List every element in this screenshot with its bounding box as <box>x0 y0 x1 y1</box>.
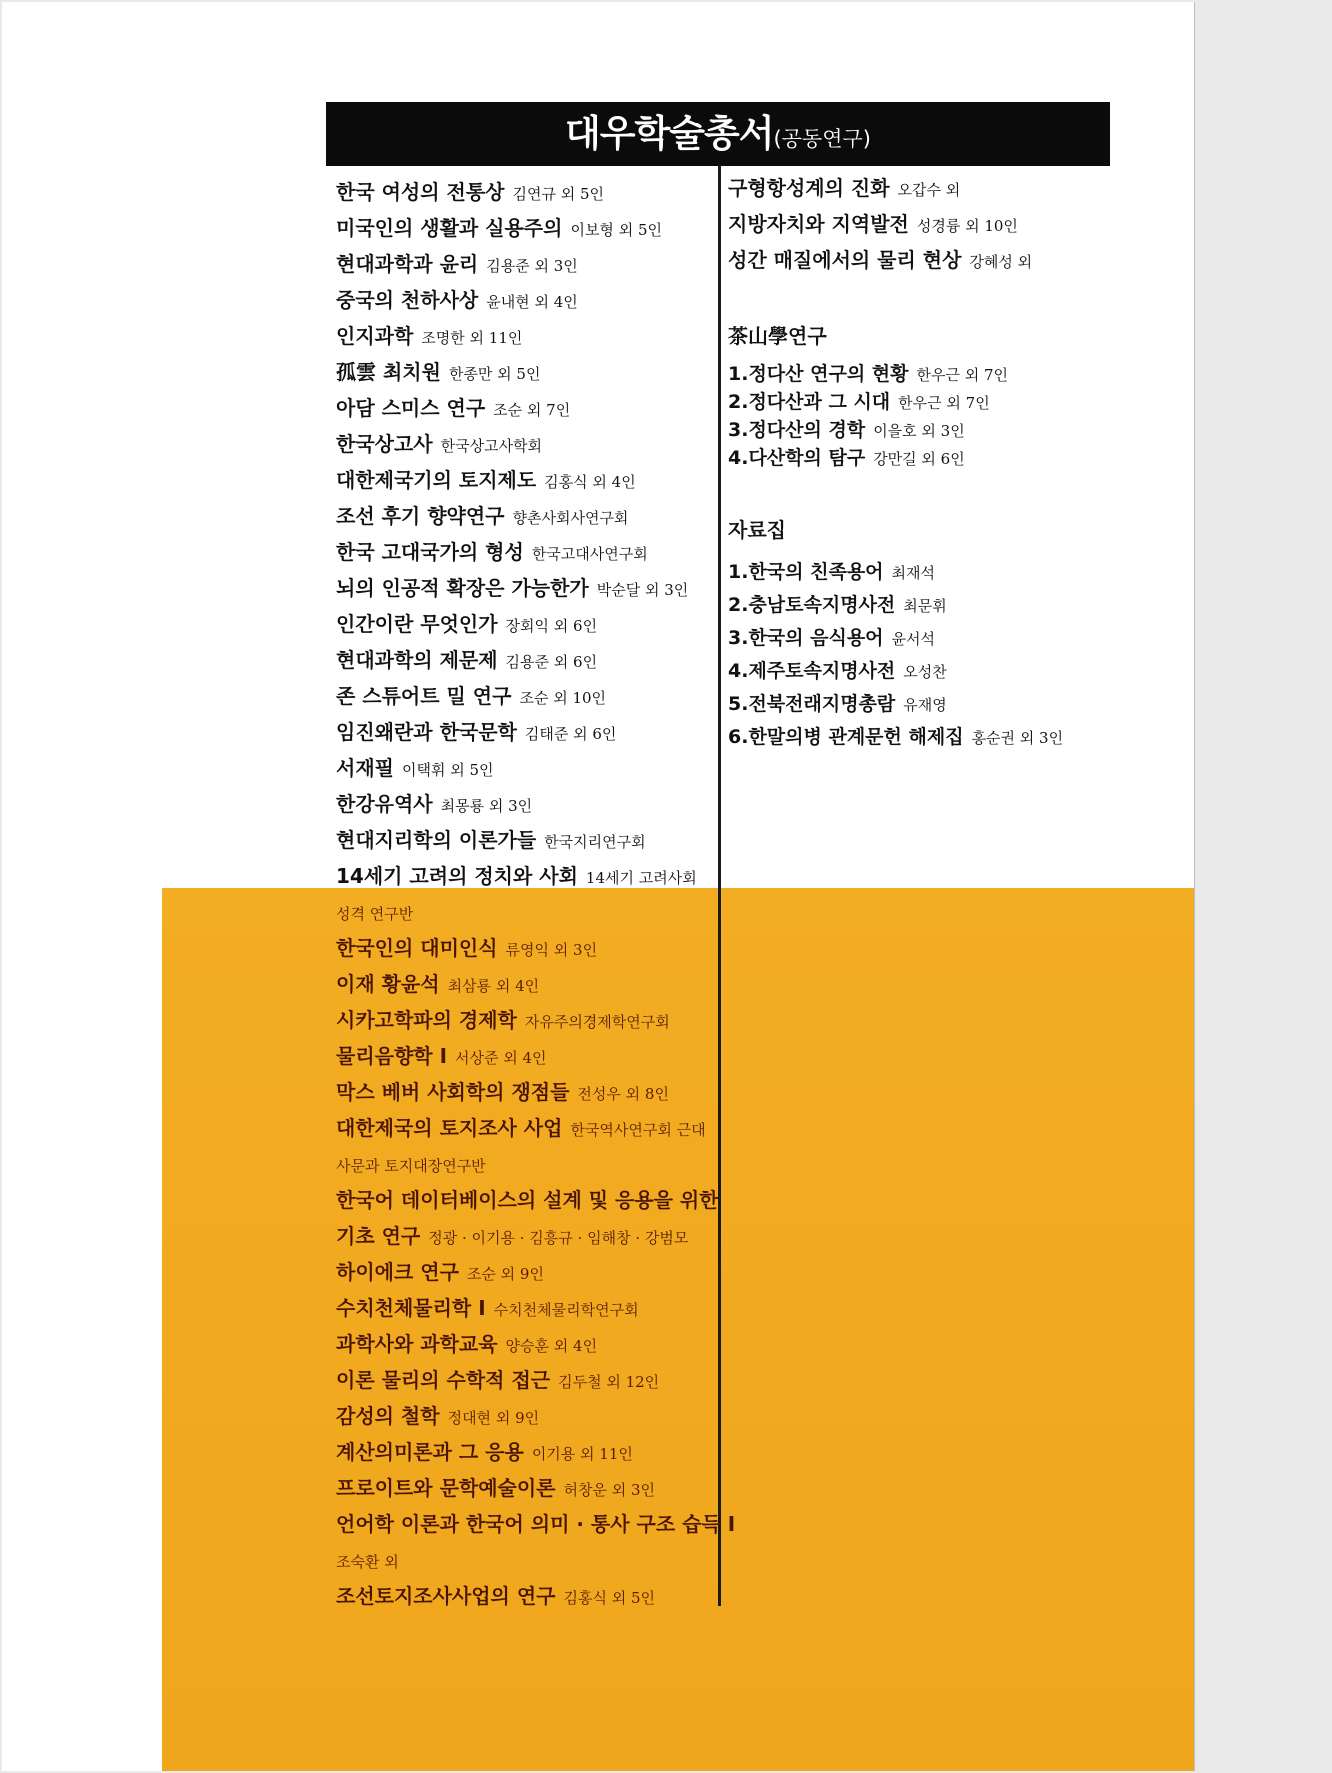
book-author: 조순 외 7인 <box>493 401 571 419</box>
book-author: 윤서석 <box>891 630 936 648</box>
book-author: 장회익 외 6인 <box>505 617 598 635</box>
book-title: 과학사와 과학교육 <box>336 1332 498 1356</box>
book-title: 2.정다산과 그 시대 <box>728 391 891 413</box>
book-author: 허창운 외 3인 <box>563 1481 656 1499</box>
book-entry <box>336 210 697 246</box>
book-title: 존 스튜어트 밀 연구 <box>336 684 512 708</box>
book-title: 孤雲 최치원 <box>336 360 441 384</box>
book-author: 오갑수 외 <box>897 181 961 199</box>
book-title: 대한제국의 토지조사 사업 <box>336 1116 563 1140</box>
book-entry <box>336 1470 743 1506</box>
dasan-book-list <box>728 360 1008 472</box>
book-entry <box>728 416 1008 444</box>
book-title: 1.정다산 연구의 현황 <box>728 363 909 385</box>
book-author: 한종만 외 5인 <box>448 365 541 383</box>
book-entry <box>336 1326 743 1362</box>
book-entry <box>336 1002 743 1038</box>
book-entry <box>336 354 697 390</box>
book-entry <box>336 966 743 1002</box>
book-title: 대한제국기의 토지제도 <box>336 468 537 492</box>
book-title: 4.제주토속지명사전 <box>728 660 896 682</box>
book-title: 3.한국의 음식용어 <box>728 627 884 649</box>
book-title: 지방자치와 지역발전 <box>728 212 909 236</box>
book-title: 4.다산학의 탐구 <box>728 447 866 469</box>
book-entry <box>336 534 697 570</box>
book-author: 조순 외 10인 <box>519 689 607 707</box>
book-title: 미국인의 생활과 실용주의 <box>336 216 563 240</box>
book-title: 현대지리학의 이론가들 <box>336 828 537 852</box>
book-title: 한강유역사 <box>336 792 433 816</box>
book-author: 강혜성 외 <box>969 253 1033 271</box>
book-entry <box>336 1398 743 1434</box>
book-author: 홍순권 외 3인 <box>971 729 1064 747</box>
book-title: 한국 고대국가의 형성 <box>336 540 524 564</box>
book-title: 중국의 천하사상 <box>336 288 479 312</box>
book-author: 김연규 외 5인 <box>512 185 605 203</box>
book-entry <box>336 750 697 786</box>
book-title: 인간이란 무엇인가 <box>336 612 498 636</box>
book-title: 현대과학과 윤리 <box>336 252 479 276</box>
book-title: 감성의 철학 <box>336 1404 440 1428</box>
book-author: 김용준 외 6인 <box>505 653 598 671</box>
book-author: 김홍식 외 4인 <box>544 473 636 491</box>
left-book-list <box>336 174 697 894</box>
book-title: 계산의미론과 그 응용 <box>336 1440 524 1464</box>
book-title: 인지과학 <box>336 324 414 348</box>
book-title: 이재 황윤석 <box>336 972 440 996</box>
book-author: 최삼룡 외 4인 <box>447 977 540 995</box>
series-header <box>326 102 1110 166</box>
book-entry <box>336 1578 743 1614</box>
book-title: 아담 스미스 연구 <box>336 396 486 420</box>
book-entry <box>336 822 697 858</box>
book-entry <box>336 1182 743 1218</box>
jaryo-book-list <box>728 556 1063 754</box>
book-author: 전성우 외 8인 <box>577 1085 669 1103</box>
book-entry <box>728 589 1063 622</box>
book-entry <box>336 498 697 534</box>
book-author: 한국상고사학회 <box>440 437 543 455</box>
book-title: 14세기 고려의 정치와 사회 <box>336 864 578 888</box>
book-entry <box>336 714 697 750</box>
book-author: 이보형 외 5인 <box>570 221 662 239</box>
book-entry <box>336 1290 743 1326</box>
book-entry <box>336 1506 743 1542</box>
book-title: 1.한국의 친족용어 <box>728 561 884 583</box>
book-title: 이론 물리의 수학적 접근 <box>336 1368 551 1392</box>
book-author: 양승훈 외 4인 <box>505 1337 598 1355</box>
right-book-list <box>728 170 1032 278</box>
book-entry <box>336 1218 743 1254</box>
dasan-section-heading: 茶山學연구 <box>728 324 827 348</box>
book-entry <box>728 360 1008 388</box>
book-author: 유재영 <box>903 696 947 714</box>
book-author: 최재석 <box>891 564 936 582</box>
book-author: 성경륭 외 10인 <box>916 217 1018 235</box>
book-entry <box>336 858 697 894</box>
book-entry <box>728 721 1063 754</box>
book-entry <box>336 1434 743 1470</box>
orange-book-list <box>336 894 743 1614</box>
book-author: 한국고대사연구회 <box>531 545 648 563</box>
book-author: 최몽룡 외 3인 <box>440 797 533 815</box>
book-author: 정광 · 이기용 · 김흥규 · 임해창 · 강범모 <box>428 1229 689 1247</box>
book-title: 뇌의 인공적 확장은 가능한가 <box>336 576 589 600</box>
series-subtitle: (공동연구) <box>773 127 871 151</box>
book-entry <box>728 622 1063 655</box>
book-title: 2.충남토속지명사전 <box>728 594 896 616</box>
book-entry <box>336 1254 743 1290</box>
book-title: 한국 여성의 전통상 <box>336 180 505 204</box>
book-entry <box>728 170 1032 206</box>
book-entry <box>728 444 1008 472</box>
book-entry <box>336 606 697 642</box>
book-author: 오성찬 <box>903 663 947 681</box>
book-author: 향촌사회사연구회 <box>512 509 629 527</box>
book-author: 윤내현 외 4인 <box>486 293 578 311</box>
book-entry <box>336 642 697 678</box>
book-author: 김두철 외 12인 <box>558 1373 660 1391</box>
book-entry <box>336 246 697 282</box>
book-entry <box>336 786 697 822</box>
book-author: 김홍식 외 5인 <box>563 1589 656 1607</box>
book-title: 임진왜란과 한국문학 <box>336 720 517 744</box>
book-title: 언어학 이론과 한국어 의미 · 통사 구조 습득 Ⅰ <box>336 1512 736 1536</box>
book-entry <box>336 174 697 210</box>
book-entry <box>336 390 697 426</box>
book-title: 한국상고사 <box>336 432 433 456</box>
book-title: 조선 후기 향약연구 <box>336 504 505 528</box>
book-entry <box>336 678 697 714</box>
book-entry <box>336 1542 743 1578</box>
book-author: 서상준 외 4인 <box>455 1049 547 1067</box>
book-author: 자유주의경제학연구회 <box>524 1013 670 1031</box>
book-entry <box>336 1362 743 1398</box>
book-author: 조숙환 외 <box>336 1553 399 1571</box>
book-author: 수치천체물리학연구회 <box>493 1301 639 1319</box>
book-author: 류영익 외 3인 <box>505 941 598 959</box>
book-author: 정대현 외 9인 <box>447 1409 540 1427</box>
book-entry <box>728 655 1063 688</box>
book-title: 물리음향학 Ⅰ <box>336 1044 448 1068</box>
book-author: 14세기 고려사회 <box>585 869 697 887</box>
book-title: 한국어 데이터베이스의 설계 및 응용을 위한 <box>336 1188 719 1212</box>
book-entry <box>336 462 697 498</box>
book-entry <box>336 1146 743 1182</box>
book-author: 이택휘 외 5인 <box>401 761 494 779</box>
book-title: 3.정다산의 경학 <box>728 419 866 441</box>
book-author: 최문휘 <box>903 597 947 615</box>
book-entry <box>728 206 1032 242</box>
book-title: 기초 연구 <box>336 1224 421 1248</box>
book-author: 한국역사연구회 근대 <box>570 1121 706 1139</box>
book-title: 막스 베버 사회학의 쟁점들 <box>336 1080 570 1104</box>
book-author: 이기용 외 11인 <box>531 1445 633 1463</box>
book-title: 6.한말의병 관계문헌 해제집 <box>728 726 964 748</box>
book-title: 수치천체물리학 Ⅰ <box>336 1296 486 1320</box>
book-entry <box>336 1038 743 1074</box>
book-title: 5.전북전래지명총람 <box>728 693 896 715</box>
book-author: 조순 외 9인 <box>466 1265 544 1283</box>
book-title: 하이에크 연구 <box>336 1260 459 1284</box>
book-title: 조선토지조사사업의 연구 <box>336 1584 556 1608</box>
book-author: 한국지리연구회 <box>544 833 646 851</box>
book-author: 김태준 외 6인 <box>524 725 617 743</box>
book-author: 사문과 토지대장연구반 <box>336 1157 486 1175</box>
book-entry <box>728 242 1032 278</box>
book-entry <box>336 318 697 354</box>
book-author: 박순달 외 3인 <box>596 581 689 599</box>
book-title: 시카고학파의 경제학 <box>336 1008 517 1032</box>
book-author: 강만길 외 6인 <box>873 450 965 468</box>
book-entry <box>728 388 1008 416</box>
book-entry <box>336 570 697 606</box>
book-title: 서재필 <box>336 756 394 780</box>
book-entry <box>336 282 697 318</box>
series-title: 대우학술총서 <box>565 112 774 155</box>
book-entry <box>336 930 743 966</box>
book-entry <box>336 1074 743 1110</box>
book-author: 김용준 외 3인 <box>486 257 578 275</box>
book-title: 프로이트와 문학예술이론 <box>336 1476 556 1500</box>
book-entry <box>728 556 1063 589</box>
book-author: 조명한 외 11인 <box>421 329 523 347</box>
book-author: 한우근 외 7인 <box>916 366 1009 384</box>
book-title: 한국인의 대미인식 <box>336 936 498 960</box>
book-title: 구형항성계의 진화 <box>728 176 890 200</box>
book-title: 성간 매질에서의 물리 현상 <box>728 248 962 272</box>
book-entry <box>728 688 1063 721</box>
book-author: 한우근 외 7인 <box>898 394 990 412</box>
book-back-cover <box>2 2 1195 1771</box>
book-entry <box>336 426 697 462</box>
book-author: 이을호 외 3인 <box>873 422 965 440</box>
book-author: 성격 연구반 <box>336 905 414 923</box>
book-entry <box>336 1110 743 1146</box>
jaryo-section-heading: 자료집 <box>728 518 786 542</box>
book-entry <box>336 894 743 930</box>
book-title: 현대과학의 제문제 <box>336 648 498 672</box>
